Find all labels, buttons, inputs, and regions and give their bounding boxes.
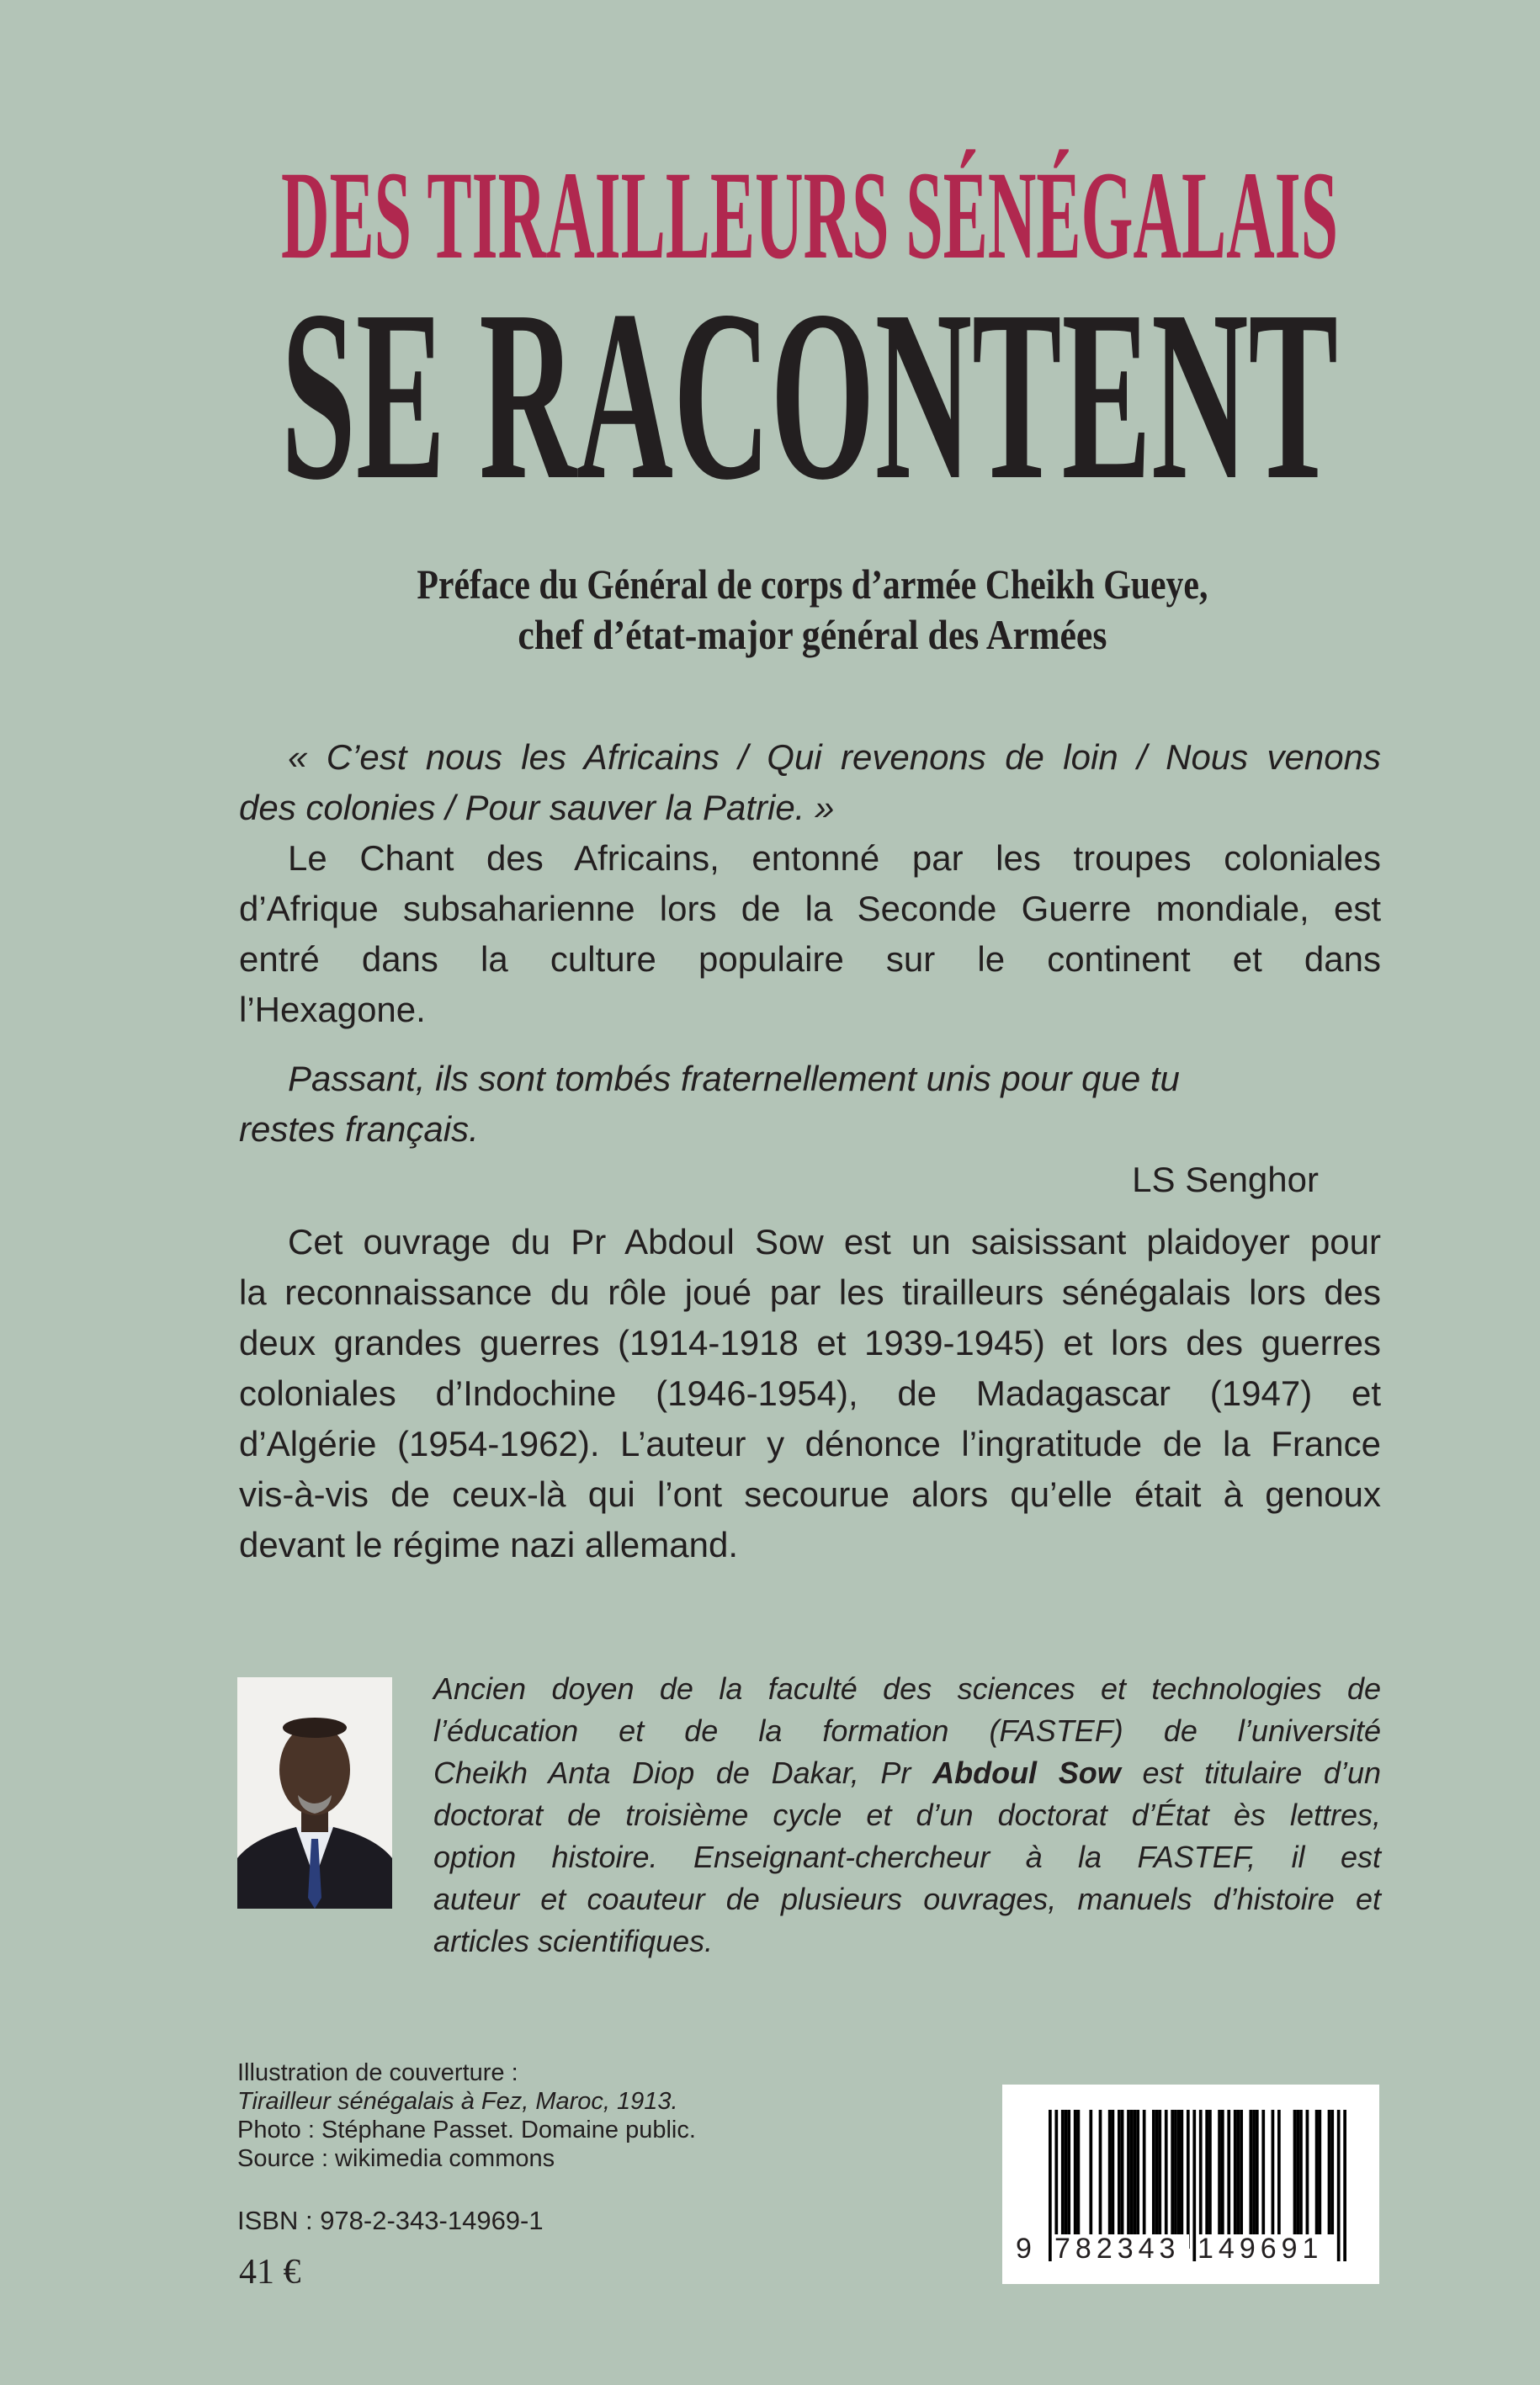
barcode-bar xyxy=(1118,2110,1121,2249)
barcode-bar xyxy=(1158,2110,1161,2249)
preface-text: chef d’état-major général des Armées xyxy=(518,611,1107,658)
paragraph-line: entré dans la culture populaire sur le continent et dans xyxy=(239,939,1381,979)
bio-line: Ancien doyen de la faculté des sciences et technologies de xyxy=(433,1671,1381,1706)
barcode-bar xyxy=(1049,2110,1052,2261)
paragraph-line: Cet ouvrage du Pr Abdoul Sow est un saisissant plaidoyer pour xyxy=(288,1222,1381,1262)
preface-line-2 xyxy=(252,609,1372,660)
barcode-bar xyxy=(1328,2110,1331,2249)
paragraph-line: devant le régime nazi allemand. xyxy=(239,1525,739,1564)
barcode-bar xyxy=(1171,2110,1174,2249)
quote-line: « C’est nous les Africains / Qui revenons de loin / Nous venons xyxy=(288,737,1381,777)
title-line-2 xyxy=(281,260,1338,530)
bio-line: doctorat de troisième cycle et d’un doctorat d’État ès lettres, xyxy=(433,1798,1381,1832)
barcode-bar xyxy=(1343,2110,1346,2261)
price: 41 € xyxy=(239,2253,301,2292)
barcode-bar xyxy=(1337,2110,1341,2261)
barcode-bar xyxy=(1089,2110,1092,2249)
barcode-bar xyxy=(1218,2110,1221,2249)
bio-line xyxy=(433,1752,1381,1794)
barcode-bar xyxy=(1187,2110,1190,2249)
barcode-bar xyxy=(1152,2110,1155,2249)
bio-line: l’éducation et de la formation (FASTEF) de l’université xyxy=(433,1713,1381,1748)
preface-line-1 xyxy=(252,559,1372,609)
barcode-bar xyxy=(1205,2110,1208,2249)
barcode-bar xyxy=(1237,2110,1240,2249)
barcode-bar xyxy=(1208,2110,1212,2249)
author-bio xyxy=(433,1668,1381,1963)
quote-line: restes français. xyxy=(239,1109,479,1149)
barcode-bar xyxy=(1074,2110,1077,2249)
barcode-bar xyxy=(1234,2110,1237,2249)
barcode-bar xyxy=(1155,2110,1159,2249)
author-photo xyxy=(237,1677,392,1909)
paragraph-line: d’Afrique subsaharienne lors de la Seconde Guerre mondiale, est xyxy=(239,889,1381,928)
barcode-bar xyxy=(1240,2110,1243,2249)
senghor-attribution: LS Senghor xyxy=(1132,1160,1319,1199)
paragraph-line: d’Algérie (1954-1962). L’auteur y dénonce l’ingratitude de la France xyxy=(239,1424,1381,1463)
barcode-bar xyxy=(1067,2110,1070,2249)
barcode-bar xyxy=(1272,2110,1275,2249)
paragraph-line: Le Chant des Africains, entonné par les troupes coloniales xyxy=(288,838,1381,878)
isbn: ISBN : 978-2-343-14969-1 xyxy=(237,2206,544,2235)
anthem-quote xyxy=(239,732,1381,833)
barcode-bar xyxy=(1108,2110,1112,2249)
barcode-bar xyxy=(1256,2110,1259,2249)
barcode-bar xyxy=(1181,2110,1184,2249)
bio-line: auteur et coauteur de plusieurs ouvrages, manuels d’histoire et xyxy=(433,1882,1381,1916)
paragraph-line: coloniales d’Indochine (1946-1954), de Madagascar (1947) et xyxy=(239,1373,1381,1413)
title-line-1 xyxy=(281,146,1338,285)
barcode-bar xyxy=(1174,2110,1177,2249)
barcode-digit-first: 9 xyxy=(1016,2233,1032,2265)
barcode-digits-left: 782343 xyxy=(1054,2234,1189,2263)
bio-text: Cheikh Anta Diop de Dakar, Pr xyxy=(433,1756,933,1790)
barcode-digits-right: 149691 xyxy=(1197,2234,1336,2263)
senghor-quote xyxy=(239,1054,1381,1155)
barcode xyxy=(1002,2085,1379,2284)
barcode-bar xyxy=(1165,2110,1168,2249)
barcode-bar xyxy=(1277,2110,1281,2249)
quote-line: des colonies / Pour sauver la Patrie. » xyxy=(239,788,835,827)
credits-artwork: Tirailleur sénégalais à Fez, Maroc, 1913. xyxy=(237,2088,678,2115)
barcode-bar xyxy=(1330,2110,1334,2249)
bio-line: option histoire. Enseignant-chercheur à la FASTEF, il est xyxy=(433,1840,1381,1874)
barcode-bar xyxy=(1299,2110,1303,2249)
barcode-bar xyxy=(1315,2110,1319,2249)
barcode-bar xyxy=(1121,2110,1124,2249)
author-name: Abdoul Sow xyxy=(932,1756,1121,1790)
barcode-bar xyxy=(1065,2110,1068,2249)
paragraph-line: deux grandes guerres (1914-1918 et 1939-1945) et lors des guerres xyxy=(239,1323,1381,1362)
credits-label: Illustration de couverture : xyxy=(237,2059,518,2086)
summary-paragraph xyxy=(239,1217,1381,1570)
bio-line: articles scientifiques. xyxy=(433,1924,714,1958)
title-line-1-text: DES TIRAILLEURS SÉNÉGALAIS xyxy=(281,146,1338,285)
paragraph-line: l’Hexagone. xyxy=(239,990,426,1029)
credits-source: Source : wikimedia commons xyxy=(237,2145,555,2172)
chant-paragraph xyxy=(239,833,1381,1035)
barcode-bar xyxy=(1127,2110,1130,2249)
paragraph-line: la reconnaissance du rôle joué par les tirailleurs sénégalais lors des xyxy=(239,1272,1381,1312)
barcode-bar xyxy=(1261,2110,1265,2249)
barcode-bar xyxy=(1318,2110,1321,2249)
barcode-bar xyxy=(1143,2110,1146,2249)
barcode-bar xyxy=(1293,2110,1297,2249)
barcode-bar xyxy=(1136,2110,1139,2249)
barcode-bar xyxy=(1306,2110,1309,2249)
barcode-bar xyxy=(1112,2110,1115,2249)
title-line-2-text: SE RACONTENT xyxy=(281,260,1338,530)
barcode-bar xyxy=(1134,2110,1137,2249)
barcode-bar xyxy=(1192,2110,1196,2261)
barcode-bar xyxy=(1296,2110,1299,2249)
barcode-bar xyxy=(1077,2110,1081,2249)
barcode-bar xyxy=(1227,2110,1230,2249)
barcode-bar xyxy=(1061,2110,1065,2249)
barcode-bar xyxy=(1099,2110,1102,2249)
cover-credits xyxy=(237,2058,696,2173)
barcode-bar xyxy=(1130,2110,1134,2249)
barcode-bar xyxy=(1177,2110,1181,2249)
paragraph-line: vis-à-vis de ceux-là qui l’ont secourue alors qu’elle était à genoux xyxy=(239,1474,1381,1514)
barcode-bar xyxy=(1221,2110,1224,2249)
preface-text: Préface du Général de corps d’armée Cheikh Gueye, xyxy=(417,560,1208,608)
bio-text: est titulaire d’un xyxy=(1120,1756,1381,1790)
quote-line: Passant, ils sont tombés fraternellement unis pour que tu xyxy=(288,1059,1180,1098)
barcode-bar xyxy=(1252,2110,1256,2249)
barcode-bar xyxy=(1249,2110,1252,2249)
credits-photo: Photo : Stéphane Passet. Domaine public. xyxy=(237,2117,696,2143)
